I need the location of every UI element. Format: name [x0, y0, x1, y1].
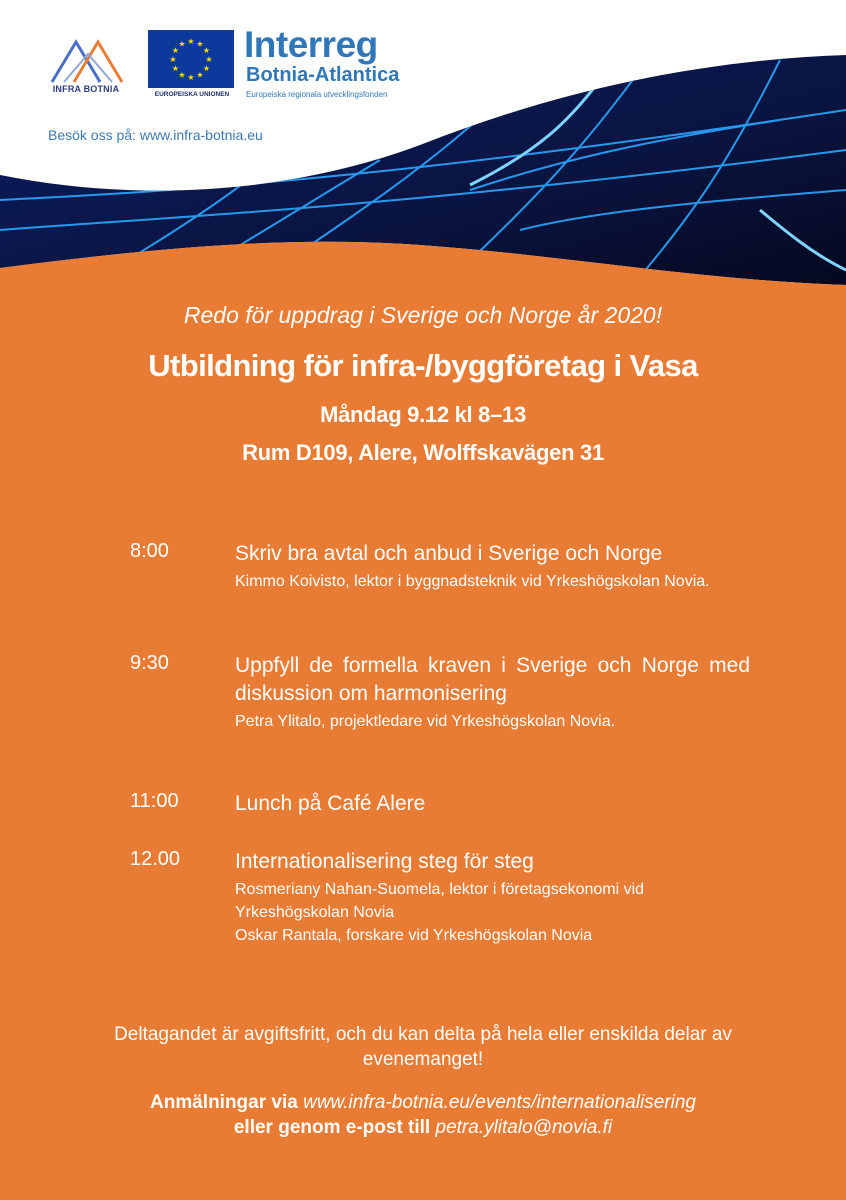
- svg-text:★: ★: [205, 55, 213, 64]
- svg-text:★: ★: [178, 39, 186, 49]
- agenda-speaker: Petra Ylitalo, projektledare vid Yrkeshögskolan Novia.: [235, 713, 616, 730]
- agenda-speaker-2: Oskar Rantala, forskare vid Yrkeshögskolan Novia: [235, 927, 593, 944]
- agenda-time: 12.00: [130, 848, 181, 870]
- svg-text:★: ★: [202, 46, 211, 55]
- agenda-speaker: Kimmo Koivisto, lektor i byggnadsteknik vid Yrkeshögskolan Novia.: [235, 573, 710, 590]
- svg-text:★: ★: [202, 64, 211, 73]
- agenda-speaker: Rosmeriany Nahan-Suomela, lektor i företagsekonomi vid Yrkeshögskolan Novia: [235, 881, 645, 921]
- interreg-region: Botnia-Atlantica: [246, 64, 400, 86]
- header-banner: [0, 0, 846, 300]
- mountain-logo-icon: [44, 34, 128, 84]
- eu-flag-logo: [148, 30, 234, 88]
- interreg-fund: Europeiska regionala utvecklingsfonden: [246, 90, 388, 99]
- event-date: Måndag 9.12 kl 8–13: [320, 402, 526, 427]
- svg-text:★: ★: [187, 73, 195, 82]
- agenda-topic: Skriv bra avtal och anbud i Sverige och Norge: [235, 542, 663, 565]
- svg-text:★: ★: [187, 37, 195, 46]
- free-participation-text: Deltagandet är avgiftsfritt, och du kan delta på hela eller enskilda delar av evenemanget!: [114, 1024, 732, 1070]
- registration-email-link[interactable]: petra.ylitalo@novia.fi: [435, 1117, 613, 1138]
- agenda-topic: Uppfyll de formella kraven i Sverige och Norge med diskussion om harmonisering: [235, 654, 750, 705]
- interreg-logo-title: Interreg: [244, 24, 378, 65]
- svg-text:★: ★: [196, 39, 204, 49]
- registration-label: Anmälningar via: [150, 1092, 298, 1113]
- registration-email-label: eller genom e-post till: [233, 1117, 431, 1138]
- event-subtitle: Redo för uppdrag i Sverige och Norge år 2020!: [183, 302, 663, 328]
- agenda-time: 8:00: [130, 540, 169, 562]
- agenda-time: 11:00: [130, 790, 179, 812]
- visit-website-text: Besök oss på: www.infra-botnia.eu: [48, 127, 263, 143]
- agenda-time: 9:30: [130, 652, 169, 674]
- svg-text:★: ★: [169, 55, 177, 64]
- agenda-topic: Lunch på Café Alere: [235, 792, 426, 815]
- svg-text:★: ★: [171, 46, 180, 55]
- svg-text:★: ★: [196, 70, 204, 80]
- svg-text:★: ★: [178, 70, 186, 80]
- agenda-topic: Internationalisering steg för steg: [235, 850, 534, 873]
- event-title: Utbildning för infra-/byggföretag i Vasa: [148, 348, 698, 383]
- registration-url-link[interactable]: www.infra-botnia.eu/events/internationalisering: [303, 1092, 696, 1113]
- infra-botnia-logo-text: INFRA BOTNIA: [52, 84, 120, 94]
- registration-info: [0, 1090, 846, 1140]
- infra-botnia-logo: [44, 34, 128, 96]
- eu-label: EUROPEISKA UNIONEN: [154, 91, 230, 98]
- event-location: Rum D109, Alere, Wolffskavägen 31: [242, 440, 604, 465]
- eu-stars-icon: [148, 30, 234, 88]
- svg-text:★: ★: [171, 64, 180, 73]
